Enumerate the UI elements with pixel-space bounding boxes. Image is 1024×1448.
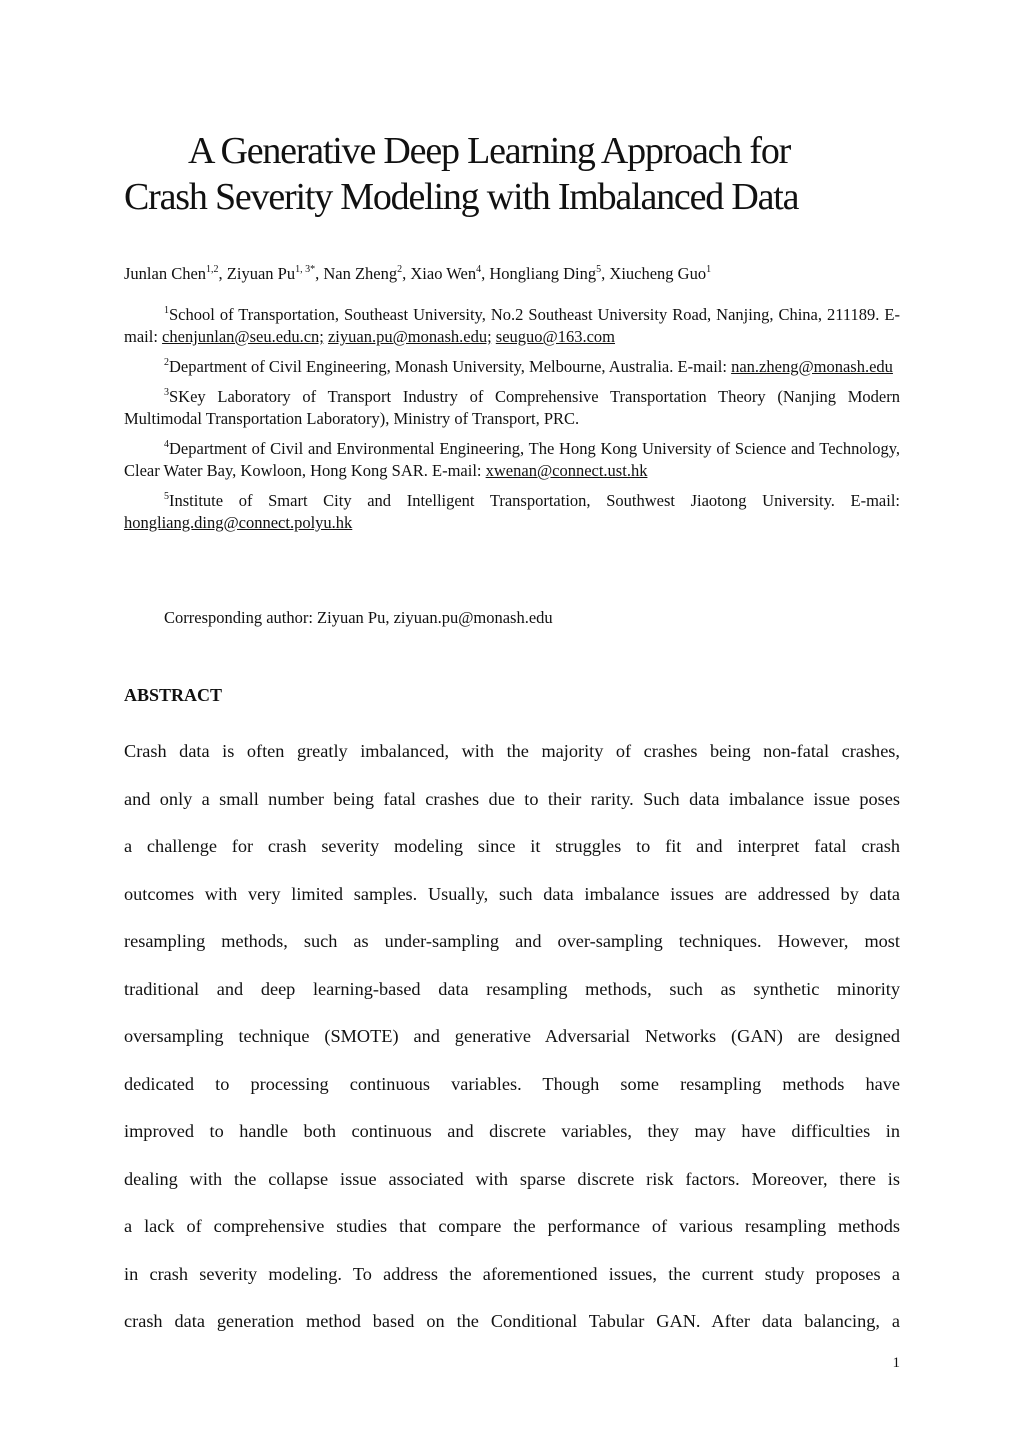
author-separator: ,	[481, 264, 490, 283]
affiliation-text: School of Transportation, Southeast University, No.2 Southeast University Road, Nanjing, China,	[169, 305, 823, 324]
affiliation-text: Modern Multimodal Transportation Laboratory), Ministry of Transport, PRC.	[124, 387, 901, 428]
abstract-line: a challenge for crash severity modeling since it struggles to fit and interpret fatal crash	[124, 836, 900, 856]
abstract-line: a lack of comprehensive studies that compare the performance of various resampling methods	[124, 1216, 900, 1236]
abstract-line: dedicated to processing continuous variables. Though some resampling methods have	[124, 1073, 900, 1094]
affiliation-1	[124, 304, 900, 348]
abstract-line: in crash severity modeling. To address the aforementioned issues, the current study proposes a	[124, 1263, 900, 1284]
abstract-heading: ABSTRACT	[124, 685, 223, 705]
email-link[interactable]: chenjunlan@seu.edu.cn;	[162, 327, 324, 346]
affiliation-number: 5	[164, 490, 169, 502]
email-link[interactable]: ziyuan.pu@monash.edu;	[327, 327, 492, 346]
abstract-body	[124, 728, 900, 1346]
author	[489, 264, 609, 283]
email-link[interactable]: hongliang.ding@connect.polyu.hk	[124, 513, 353, 532]
affiliation-number: 2	[164, 356, 169, 368]
author-separator: ,	[601, 264, 610, 283]
author-separator: ,	[315, 264, 324, 283]
author	[609, 264, 711, 283]
abstract-line: crash data generation method based on the Conditional Tabular GAN. After data balancing, a	[124, 1311, 900, 1331]
affiliation-text: Institute of Smart City and Intelligent Transportation, Southwest Jiaotong University. E-mail:	[169, 491, 900, 510]
author-name: Nan Zheng	[323, 264, 398, 283]
affiliation-list	[124, 304, 900, 542]
author-name: Hongliang Ding	[489, 264, 597, 283]
page-number: 1	[892, 1355, 900, 1371]
abstract-line: and only a small number being fatal crashes due to their rarity. Such data imbalance issue poses	[124, 788, 900, 809]
author-affiliation-marker: 1	[706, 263, 712, 275]
affiliation-number: 4	[164, 438, 169, 450]
email-link[interactable]: seuguo@163.com	[495, 327, 616, 346]
abstract-line: oversampling technique (SMOTE) and generative Adversarial Networks (GAN) are designed	[124, 1026, 900, 1046]
author	[227, 264, 324, 283]
affiliation-text: Department of Civil and Environmental Engineering, The Hong Kong University of Science and	[169, 439, 815, 458]
affiliation-3	[124, 386, 900, 430]
affiliation-number: 3	[164, 386, 169, 398]
author-affiliation-marker: 5	[596, 263, 602, 275]
email-link[interactable]: xwenan@connect.ust.hk	[485, 461, 648, 480]
author	[124, 264, 227, 283]
affiliation-text: Technology, Clear Water Bay, Kowloon, Hong Kong SAR. E-mail:	[124, 439, 901, 480]
corresponding-author: Corresponding author: Ziyuan Pu, ziyuan.pu@monash.edu	[164, 608, 553, 627]
author-name: Junlan Chen	[124, 264, 207, 283]
abstract-line: Crash data is often greatly imbalanced, with the majority of crashes being non-fatal crashes,	[124, 741, 900, 761]
affiliation-5	[124, 490, 900, 534]
affiliation-text: SKey Laboratory of Transport Industry of Comprehensive Transportation Theory (Nanjing	[169, 387, 837, 406]
author-affiliation-marker: 2	[397, 263, 403, 275]
abstract-line: improved to handle both continuous and discrete variables, they may have difficulties in	[124, 1121, 900, 1141]
author-name: Xiucheng Guo	[609, 264, 707, 283]
author-affiliation-marker: 1, 3*	[295, 263, 316, 275]
author	[323, 264, 410, 283]
paper-title	[124, 128, 900, 220]
affiliation-4	[124, 438, 900, 482]
author-name: Xiao Wen	[410, 264, 477, 283]
author-separator: ,	[402, 264, 411, 283]
author-affiliation-marker: 4	[476, 263, 482, 275]
author	[410, 264, 489, 283]
abstract-line: traditional and deep learning-based data resampling methods, such as synthetic minority	[124, 978, 900, 999]
title-line: Crash Severity Modeling with Imbalanced Data	[124, 176, 799, 218]
title-line: A Generative Deep Learning Approach for	[188, 130, 791, 172]
abstract-line: outcomes with very limited samples. Usually, such data imbalance issues are addressed by data	[124, 883, 900, 904]
email-link[interactable]: nan.zheng@monash.edu	[731, 357, 893, 376]
affiliation-2	[124, 356, 900, 378]
affiliation-number: 1	[164, 304, 169, 316]
author-affiliation-marker: 1,2	[206, 263, 219, 275]
affiliation-text: 211189. E-mail:	[124, 305, 901, 346]
affiliation-text: Department of Civil Engineering, Monash University, Melbourne, Australia. E-mail:	[169, 357, 727, 376]
author-name: Ziyuan Pu	[226, 264, 296, 283]
author-separator: ,	[218, 264, 227, 283]
abstract-line: dealing with the collapse issue associated with sparse discrete risk factors. Moreover, there is	[124, 1168, 900, 1189]
author-list	[124, 262, 904, 286]
abstract-line: resampling methods, such as under-sampling and over-sampling techniques. However, most	[124, 931, 900, 951]
